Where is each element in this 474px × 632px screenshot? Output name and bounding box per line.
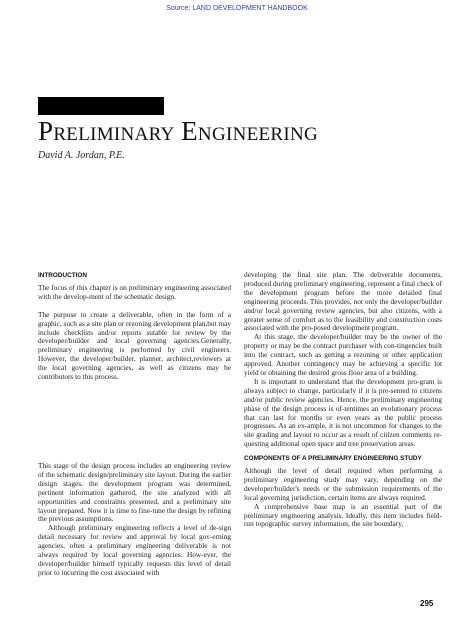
title-initial-1: P	[38, 116, 54, 146]
chapter-title	[38, 116, 318, 147]
intro-paragraph-3: This stage of the design process includes an engineering review of the schematic design/preliminary site layout. During the earlier design stages, the development program was determined, pertinent information gathered, the site analyzed with all opportunities and constraints presented, and a preliminary site layout prepared. Now it is time to fine-tune the design by refining the previous assumptions.	[38, 461, 231, 524]
right-paragraph-4: Although the level of detail required when performing a preliminary engineering study may vary, depending on the developer/builder's needs or the submission requirements of the local governing jurisdiction, certain items are always required.	[244, 466, 442, 502]
right-paragraph-3: It is important to understand that the development pro-gram is always subject to change, particularly if it is pre-sented to citizens and/or public review agencies. Hence, the preliminary engineering phase of the design process is of-tentimes an evolutionary process that can last for months or even years as the public process progresses. As an ex-ample, it is not uncommon for changes to the site grading and layout to occur as a result of citizen comments re-questing additional open space and tree preservation areas.	[244, 376, 442, 449]
section-heading-components: COMPONENTS OF A PRELIMINARY ENGINEERING STUDY	[244, 455, 422, 463]
author: David A. Jordan, P.E.	[38, 150, 125, 161]
source-line: Source: LAND DEVELOPMENT HANDBOOK	[166, 5, 308, 12]
section-heading-introduction: INTRODUCTION	[38, 272, 87, 279]
intro-paragraph-1: The focus of this chapter is on preliminary engineering associated with the develop-ment of the schematic design.	[38, 282, 231, 301]
chapter-bar	[38, 97, 164, 115]
right-paragraph-5: A comprehensive base map is an essential part of the preliminary engineering analysis. Ideally, this item includes field-run topographic survey information, the site boundary,	[244, 501, 442, 529]
page-number: 295	[420, 599, 434, 608]
title-rest-2: NGINEERING	[197, 124, 319, 145]
left-column-top	[38, 272, 231, 382]
right-paragraph-2: At this stage, the developer/builder may be the owner of the property or may be the contract purchaser with con-tingencies built into the contract, such as getting a rezoning or other application approved. Another contingency may be achieving a specific lot yield or obtaining the desired gross floor area of a building.	[244, 332, 442, 377]
intro-paragraph-4: Although preliminary engineering reflects a level of de-sign detail necessary for review and approval by local gov-erning agencies, often a preliminary engineering deliverable is not always required by local governing agencies. How-ever, the developer/builder himself typically requests this level of detail prior to incurring the cost associated with	[38, 523, 231, 577]
left-column-bottom	[38, 462, 231, 578]
intro-paragraph-2: The purpose to create a deliverable, often in the form of a graphic, such as a site plan or rezoning development plan,but may include checklists and/or reports sutable for review by the developer/builder and local governing agencies.Generally, preliminary engineering is performed by civil engineers. However, the developer/builder, planner, architect,reviewers at the local governing agencies, as well as citizens may be contributors to this process.	[38, 309, 231, 382]
right-paragraph-1: developing the final site plan. The deliverable documents, produced during preliminary engineering, represent a final check of the development program before the more detailed final engineering proceeds. This provides, not only the developer/builder and/or local governing review agencies, but also citizens, with a greater sense of comfort as to the feasibility and construction costs associated with the pro-posed development program.	[244, 270, 442, 333]
title-initial-2: E	[181, 116, 198, 146]
right-column	[244, 271, 442, 529]
title-rest-1: RELIMINARY	[53, 124, 175, 145]
